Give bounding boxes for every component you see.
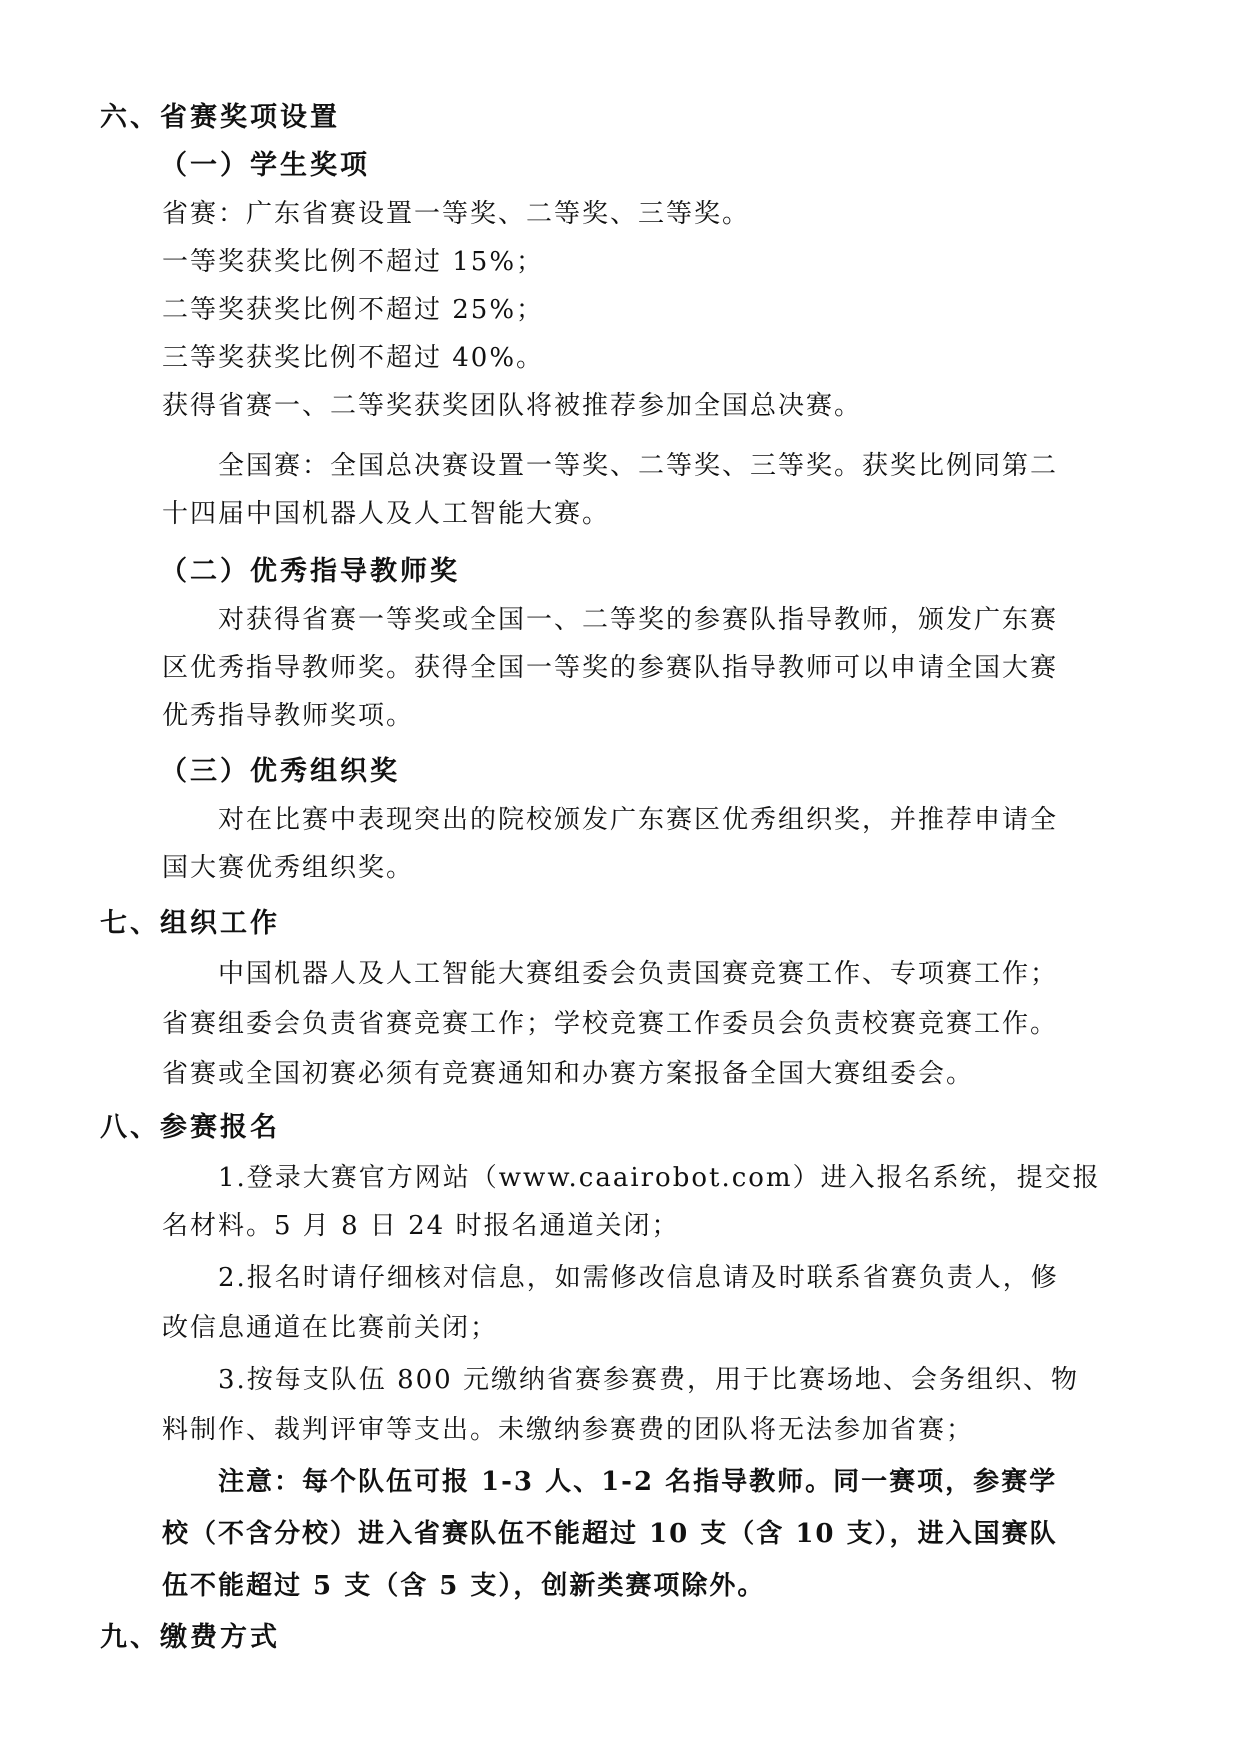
paragraph-line: 十四届中国机器人及人工智能大赛。 (162, 499, 611, 529)
subsection-heading-organization-award: （三）优秀组织奖 (160, 756, 400, 787)
paragraph-line: 全国赛：全国总决赛设置一等奖、二等奖、三等奖。获奖比例同第二 (218, 451, 1059, 481)
notice-line: 伍不能超过 5 支（含 5 支），创新类赛项除外。 (162, 1571, 766, 1601)
paragraph-line: 2.报名时请仔细核对信息，如需修改信息请及时联系省赛负责人，修 (218, 1263, 1059, 1293)
paragraph-line: 名材料。5 月 8 日 24 时报名通道关闭； (162, 1211, 680, 1241)
section-heading-registration: 八、参赛报名 (100, 1112, 280, 1143)
paragraph-line: 优秀指导教师奖项。 (162, 701, 415, 731)
paragraph-line: 区优秀指导教师奖。获得全国一等奖的参赛队指导教师可以申请全国大赛 (162, 653, 1059, 683)
paragraph-line: 一等奖获奖比例不超过 15%； (162, 247, 545, 277)
section-heading-organization: 七、组织工作 (100, 908, 280, 939)
paragraph-line: 对在比赛中表现突出的院校颁发广东赛区优秀组织奖，并推荐申请全 (218, 805, 1059, 835)
paragraph-line: 获得省赛一、二等奖获奖团队将被推荐参加全国总决赛。 (162, 391, 863, 421)
subsection-heading-student-awards: （一）学生奖项 (160, 150, 370, 181)
paragraph-line: 三等奖获奖比例不超过 40%。 (162, 343, 545, 373)
paragraph-line: 改信息通道在比赛前关闭； (162, 1313, 499, 1343)
paragraph-line: 对获得省赛一等奖或全国一、二等奖的参赛队指导教师，颁发广东赛 (218, 605, 1059, 635)
notice-line: 校（不含分校）进入省赛队伍不能超过 10 支（含 10 支），进入国赛队 (162, 1519, 1058, 1549)
paragraph-line: 1.登录大赛官方网站（www.caairobot.com）进入报名系统，提交报 (218, 1163, 1101, 1193)
paragraph-line: 二等奖获奖比例不超过 25%； (162, 295, 545, 325)
section-heading-awards: 六、省赛奖项设置 (100, 102, 340, 133)
subsection-heading-teacher-award: （二）优秀指导教师奖 (160, 556, 460, 587)
paragraph-line: 中国机器人及人工智能大赛组委会负责国赛竞赛工作、专项赛工作； (218, 959, 1059, 989)
paragraph-line: 省赛：广东省赛设置一等奖、二等奖、三等奖。 (162, 199, 751, 229)
notice-line: 注意：每个队伍可报 1-3 人、1-2 名指导教师。同一赛项，参赛学 (218, 1467, 1058, 1497)
section-heading-payment: 九、缴费方式 (100, 1622, 280, 1653)
paragraph-line: 国大赛优秀组织奖。 (162, 853, 415, 883)
paragraph-line: 料制作、裁判评审等支出。未缴纳参赛费的团队将无法参加省赛； (162, 1415, 975, 1445)
paragraph-line: 省赛或全国初赛必须有竞赛通知和办赛方案报备全国大赛组委会。 (162, 1059, 975, 1089)
paragraph-line: 3.按每支队伍 800 元缴纳省赛参赛费，用于比赛场地、会务组织、物 (218, 1365, 1079, 1395)
paragraph-line: 省赛组委会负责省赛竞赛工作；学校竞赛工作委员会负责校赛竞赛工作。 (162, 1009, 1059, 1039)
